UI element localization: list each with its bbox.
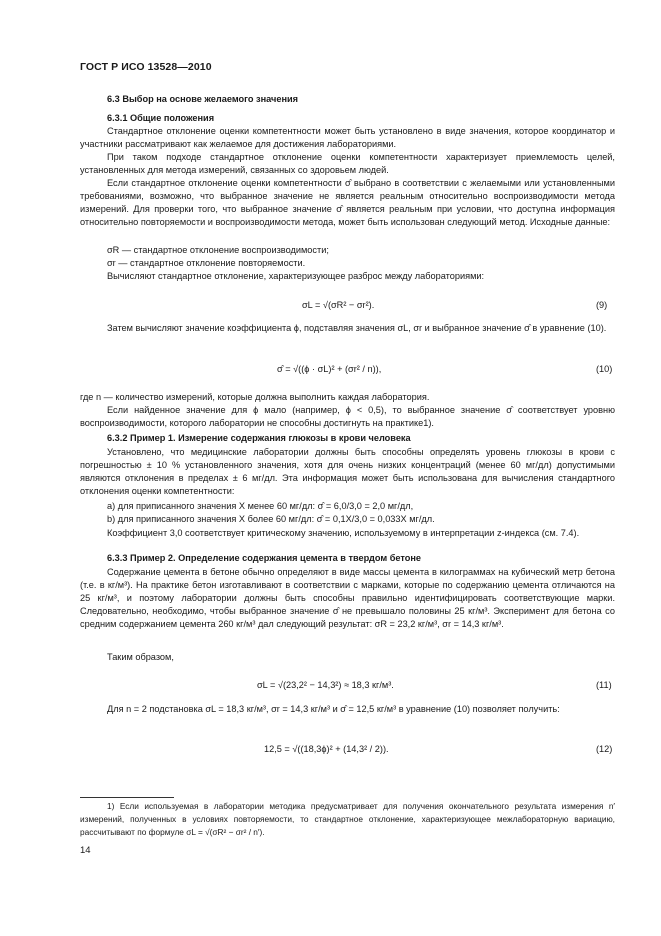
paragraph: Для n = 2 подстановка σL = 18,3 кг/м³, σr = 14,3 кг/м³ и σ̂ = 12,5 кг/м³ в уравнение (10) позволяет получить: xyxy=(107,704,560,714)
paragraph: Содержание цемента в бетоне обычно определяют в виде массы цемента в килограммах на кубический метр бетона (т.е. в кг/м³). На практике бетон изготавливают в соответствии с марками, которые по содержанию цемента отличаются на 25 кг/м³, и поэтому лаборатории должны быть способны правильно идентифицировать соответствующие марки. Следовательно, необходимо, чтобы выбранное значение σ̂ не превышало половины 25 кг/м³. Эксперимент для бетона со средним содержанием цемента 260 кг/м³ дал следующий результат: σR = 23,2 кг/м³, σr = 14,3 кг/м³. xyxy=(80,567,615,629)
paragraph: Если стандартное отклонение оценки компетентности σ̂ выбрано в соответствии с желаемыми или установленными требованиями, возможно, что выбранное значение не является реальным относительно воспроизводимости метода измерений. Для проверки того, что выбранное значение σ̂ является реальным при условии, что доступна информация относительно повторяемости и воспроизводимости метода, может быть использован следующий метод. Исходные данные: xyxy=(80,178,615,227)
paragraph: где n — количество измерений, которые должна выполнить каждая лаборатория. xyxy=(80,392,430,402)
section-6-3-title: 6.3 Выбор на основе желаемого значения xyxy=(107,94,299,104)
list-item: b) для приписанного значения X более 60 мг/дл: σ̂ = 0,1X/3,0 = 0,033X мг/дл. xyxy=(107,514,435,524)
footnote: 1) Если используемая в лаборатории методика предусматривает для получения окончательного результата измерения n′ измерений, полученных в условиях повторяемости, то стандартное отклонение, характеризующее межлабораторную вариацию, рассчитывают по формуле σL = √(σR² − σr² / n′). xyxy=(80,801,615,837)
formula-10: σ̂ = √((ϕ · σL)² + (σr² / n)), xyxy=(277,364,382,374)
section-6-3-3-title: 6.3.3 Пример 2. Определение содержания цемента в твердом бетоне xyxy=(107,553,422,563)
equation-number: (11) xyxy=(596,680,612,690)
paragraph: Стандартное отклонение оценки компетентности может быть установлено в виде значения, которое координатор и участники рассматривают как желаемое для достижения лабораториями. xyxy=(80,126,615,149)
paragraph: Установлено, что медицинские лаборатории должны быть способны определять уровень глюкозы в крови с погрешностью ± 10 % установленного значения, хотя для очень низких концентраций (менее 60 мг/дл) допустимыми являются отклонения в пределах ± 6 мг/дл. Эта информация может быть использована для вычисления стандартного отклонения оценки компетентности: xyxy=(80,447,615,496)
formula-9: σL = √(σR² − σr²). xyxy=(302,300,375,310)
equation-number: (12) xyxy=(596,744,613,754)
document-header: ГОСТ Р ИСО 13528—2010 xyxy=(80,61,212,73)
page-number: 14 xyxy=(80,845,91,856)
formula-11: σL = √(23,2² − 14,3²) ≈ 18,3 кг/м³. xyxy=(257,680,394,690)
definition-sigma-r-small: σr — стандартное отклонение повторяемости. xyxy=(107,258,306,268)
definition-sigma-r-big: σR — стандартное отклонение воспроизводимости; xyxy=(107,245,329,255)
footnote-divider xyxy=(80,797,174,798)
paragraph: Затем вычисляют значение коэффициента ϕ, подставляя значения σL, σr и выбранное значение σ̂ в уравнение (10). xyxy=(107,323,607,333)
paragraph: При таком подходе стандартное отклонение оценки компетентности характеризует приемлемость целей, установленных для метода измерений, связанных со здоровьем людей. xyxy=(80,152,615,175)
equation-number: (10) xyxy=(596,364,613,374)
list-item: а) для приписанного значения X менее 60 мг/дл: σ̂ = 6,0/3,0 = 2,0 мг/дл, xyxy=(107,501,414,511)
paragraph: Вычисляют стандартное отклонение, характеризующее разброс между лабораториями: xyxy=(107,271,485,281)
equation-number: (9) xyxy=(596,300,608,310)
section-6-3-1-title: 6.3.1 Общие положения xyxy=(107,113,215,123)
paragraph: Коэффициент 3,0 соответствует критическому значению, используемому в интерпретации z-индекса (см. 7.4). xyxy=(107,528,580,538)
formula-12: 12,5 = √((18,3ϕ)² + (14,3² / 2)). xyxy=(264,744,389,754)
paragraph: Если найденное значение для ϕ мало (например, ϕ < 0,5), то выбранное значение σ̂ соответствует уровню воспроизводимости, которого лаборатории не способны достигнуть на практике1). xyxy=(80,405,615,428)
section-6-3-2-title: 6.3.2 Пример 1. Измерение содержания глюкозы в крови человека xyxy=(107,433,411,443)
paragraph: Таким образом, xyxy=(107,652,174,662)
